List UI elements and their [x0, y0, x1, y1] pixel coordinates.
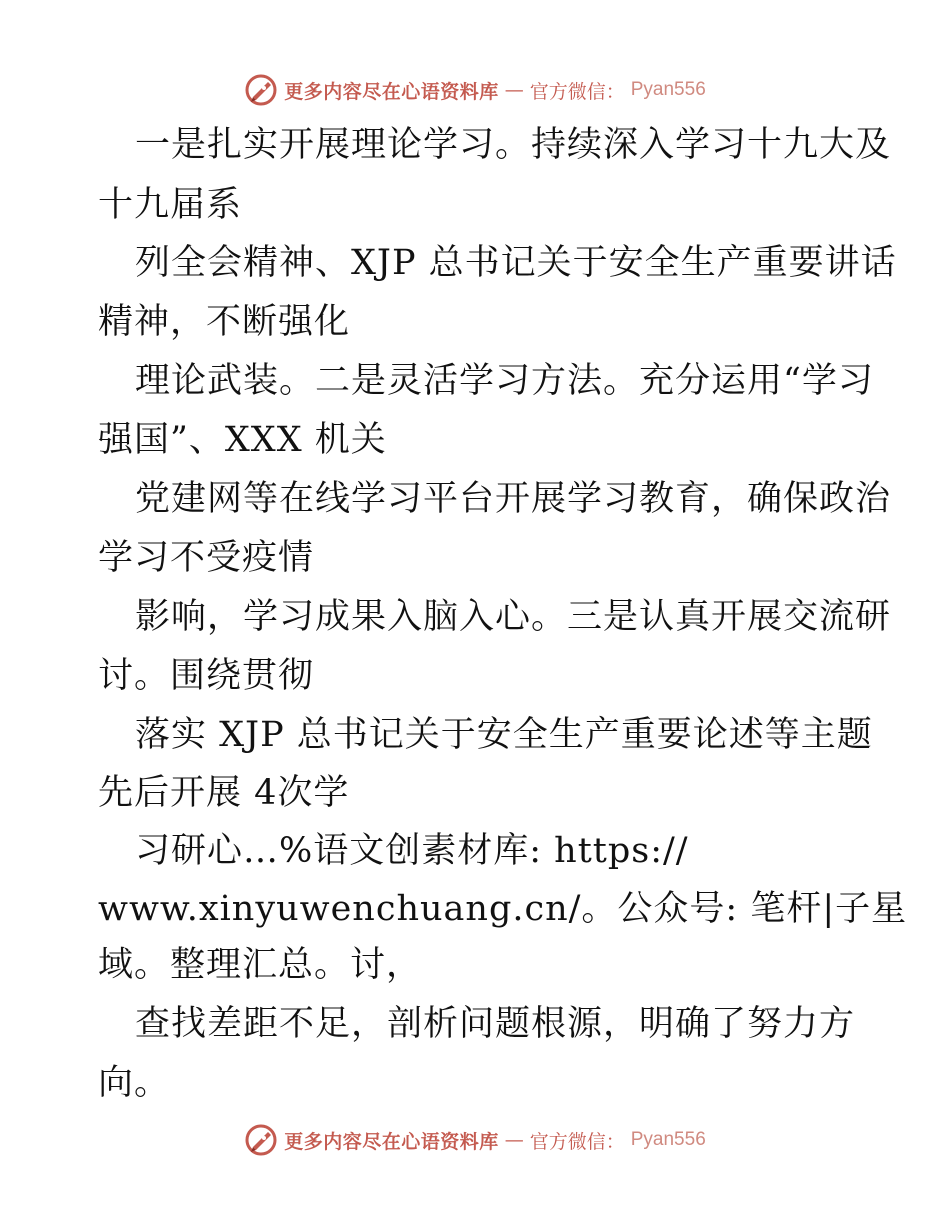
pen-circle-logo-icon — [244, 1123, 278, 1157]
header-contact-id: Pyan556 — [630, 79, 706, 100]
body-line: 理论武装。二是灵活学习方法。充分运用“学习 — [135, 361, 874, 401]
body-line: 讨。围绕贯彻 — [98, 656, 315, 696]
body-line: 查找差距不足，剖析问题根源，明确了努力方 — [135, 1004, 856, 1044]
header-separator: — — [504, 79, 524, 101]
footer-brand-text: 更多内容尽在心语资料库 — [284, 1130, 499, 1153]
body-line: 强国”、XXX 机关 — [98, 420, 387, 460]
body-line: 精神，不断强化 — [98, 302, 351, 342]
body-line: 习研心…%语文创素材库: https:// — [135, 831, 689, 871]
body-line: 先后开展 4次学 — [98, 773, 350, 813]
footer-contact-label: 官方微信： — [529, 1130, 625, 1153]
body-line: www.xinyuwenchuang.cn/。公众号: 笔杆|子星 — [98, 889, 908, 929]
footer-separator: — — [504, 1129, 524, 1151]
body-line: 学习不受疫情 — [98, 538, 315, 578]
body-line: 十九届系 — [98, 185, 243, 225]
footer-banner — [0, 1120, 950, 1160]
body-line: 一是扎实开展理论学习。持续深入学习十九大及 — [135, 125, 892, 165]
body-line: 党建网等在线学习平台开展学习教育，确保政治 — [135, 479, 892, 519]
body-line: 域。整理汇总。讨， — [98, 945, 423, 985]
body-line: 列全会精神、XJP 总书记关于安全生产重要讲话 — [135, 243, 897, 283]
footer-contact-id: Pyan556 — [630, 1129, 706, 1150]
body-line: 影响，学习成果入脑入心。三是认真开展交流研 — [135, 597, 892, 637]
header-brand-text: 更多内容尽在心语资料库 — [284, 80, 499, 103]
body-line: 向。 — [98, 1063, 171, 1103]
header-contact-label: 官方微信： — [529, 80, 625, 103]
body-line: 落实 XJP 总书记关于安全生产重要论述等主题 — [135, 715, 873, 755]
